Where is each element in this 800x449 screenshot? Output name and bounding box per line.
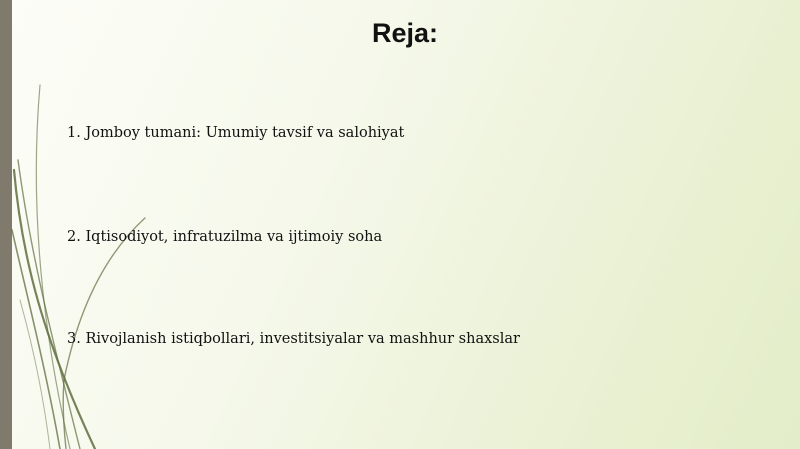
agenda-item-1: 1. Jomboy tumani: Umumiy tavsif va salohiyat bbox=[67, 125, 405, 141]
agenda-item-3: 3. Rivojlanish istiqbollari, investitsiyalar va mashhur shaxslar bbox=[67, 331, 520, 347]
slide-title: Reja: bbox=[371, 18, 439, 48]
agenda-item-2: 2. Iqtisodiyot, infratuzilma va ijtimoiy soha bbox=[67, 229, 383, 245]
grass-stems-decoration bbox=[0, 0, 200, 449]
